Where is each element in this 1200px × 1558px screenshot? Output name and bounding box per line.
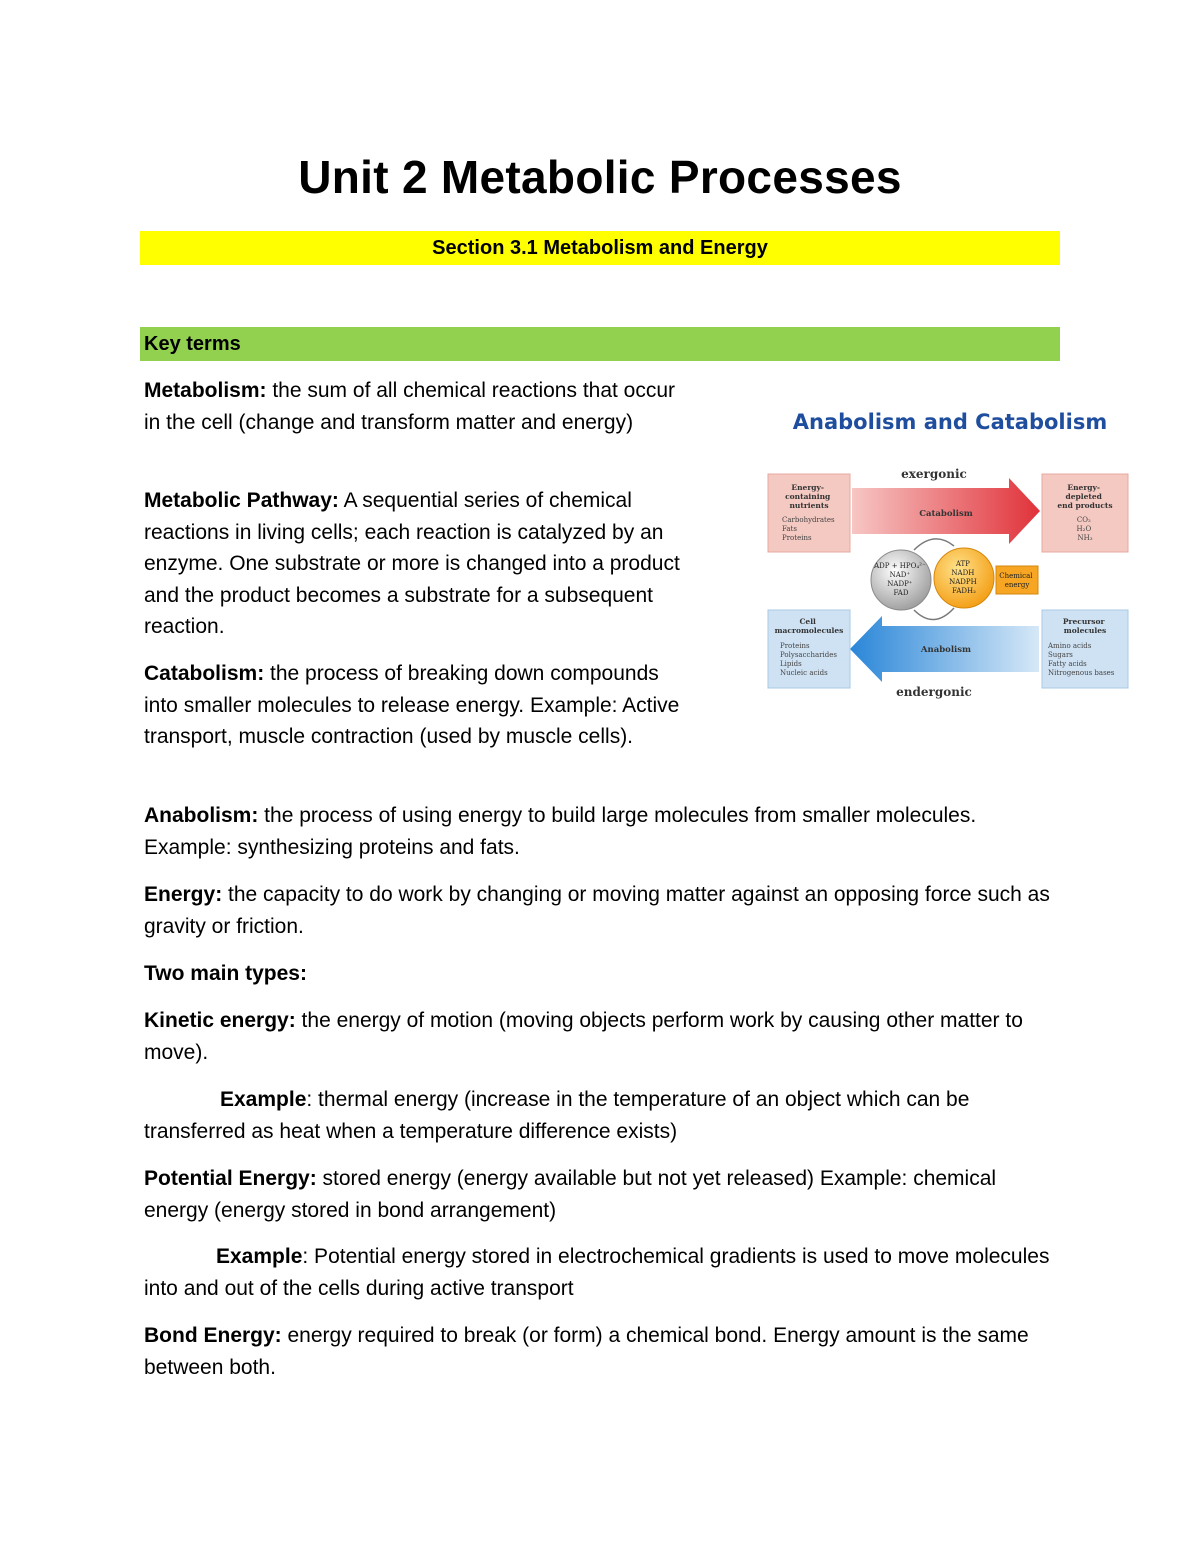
term-label: Example [216,1245,303,1268]
depleted-head-1: Energy- [1067,483,1100,492]
term-text: the energy of motion (moving objects perform work by causing other matter to move). [144,1009,1023,1064]
atp-line: FADH₂ [952,587,976,595]
kinetic-example [144,1084,1064,1147]
atp-line: NADH [951,569,975,577]
chem-energy-line: energy [1004,581,1030,589]
def-potential-energy [144,1163,1064,1226]
chemical-energy-box [996,566,1038,594]
diagram-figure [764,408,1136,708]
macromolecules-box [768,610,850,688]
adp-line: FAD [893,589,909,597]
depleted-head-2: depleted [1065,492,1102,501]
depleted-head-3: end products [1057,501,1113,510]
anabolism-arrow-label: Anabolism [920,645,972,655]
nutrients-head-2: containing [785,492,831,501]
term-text: stored energy (energy available but not yet released) Example: chemical energy (energy stored in bond arrangement) [144,1167,997,1222]
term-label: Example [220,1088,307,1111]
precursor-box [1042,610,1128,688]
precursor-head-1: Precursor [1062,617,1105,626]
precursor-item: Fatty acids [1048,660,1087,668]
precursor-item: Sugars [1048,651,1073,659]
def-metabolic-pathway [144,485,689,643]
svg-text:Energy- containing [785,483,833,510]
precursor-head-2: molecules [1063,626,1107,635]
catabolism-arrow-label: Catabolism [919,509,973,519]
cycle-arrow-top [914,539,954,550]
nutrients-item: Proteins [782,534,812,542]
term-label: Metabolism: [144,379,267,402]
adp-line: NAD⁺ [889,571,911,579]
precursor-item: Nitrogenous bases [1048,669,1115,677]
term-text: : Potential energy stored in electrochemical gradients is used to move molecules into and out of the cells during active transport [144,1245,1050,1300]
term-label: Energy: [144,883,223,906]
def-metabolism [144,375,689,438]
term-label: Kinetic energy: [144,1009,296,1032]
term-text: the sum of all chemical reactions that occur in the cell (change and transform matter and energy) [144,379,676,434]
atp-circle [934,548,994,608]
section-heading: Section 3.1 Metabolism and Energy [140,231,1060,265]
term-text: A sequential series of chemical reactions in living cells; each reaction is catalyzed by an enzyme. One substrate or more is changed into a product and the product becomes a substrate for a subsequent reaction. [144,489,680,638]
def-anabolism [144,800,1064,863]
svg-text:Precursor molecules [1063,617,1107,635]
page-title: Unit 2 Metabolic Processes [298,151,902,203]
term-label: Potential Energy: [144,1167,317,1190]
precursor-item: Amino acids [1048,642,1092,650]
def-energy [144,879,1064,942]
term-text: : thermal energy (increase in the temperature of an object which can be transferred as heat when a temperature difference exists) [144,1088,970,1143]
anabolism-catabolism-diagram [764,408,1136,708]
svg-text:CO₂ H₂O NH [1077,516,1094,542]
macro-item: Lipids [780,660,802,668]
chem-energy-line: Chemical [999,572,1033,580]
def-catabolism [144,658,689,753]
nutrients-head-1: Energy- [791,483,824,492]
term-label: Anabolism: [144,804,259,827]
macro-item: Proteins [780,642,810,650]
macro-head-1: Cell [799,617,816,626]
key-terms-heading: Key terms [140,327,1060,361]
potential-example [144,1241,1064,1304]
adp-line: ADP + HPO₄²⁻ [874,562,926,570]
exergonic-label: exergonic [901,467,967,481]
term-text: energy required to break (or form) a chemical bond. Energy amount is the same between both. [144,1324,1029,1379]
diagram-title: Anabolism and Catabolism [792,410,1108,434]
term-text: the process of using energy to build large molecules from smaller molecules. Example: synthesizing proteins and fats. [144,804,977,859]
two-main-types [144,958,1064,990]
term-label: Bond Energy: [144,1324,282,1347]
macro-item: Polysaccharides [780,651,837,659]
macro-head-2: macromolecules [774,626,844,635]
end-products-box [1042,474,1128,552]
endergonic-label: endergonic [896,685,972,699]
atp-line: NADPH [949,578,977,586]
term-text: the capacity to do work by changing or moving matter against an opposing force such as gravity or friction. [144,883,1050,938]
term-label: Metabolic Pathway: [144,489,339,512]
nutrients-item: Carbohydrates [782,516,835,524]
macro-item: Nucleic acids [780,669,828,677]
nutrients-head-3: nutrients [789,501,829,510]
term-text: the process of breaking down compounds into smaller molecules to release energy. Example: Active transport, muscle contraction (used by muscle cells). [144,662,680,748]
depleted-item: CO₂ [1076,516,1091,524]
atp-line: ATP [955,560,970,568]
term-label: Two main types: [144,962,307,985]
def-bond-energy [144,1320,1064,1383]
depleted-item: NH₃ [1077,534,1093,542]
cycle-arrow-bottom [914,608,954,620]
adp-circle [871,550,931,610]
adp-line: NADP⁺ [887,580,913,588]
term-label: Catabolism: [144,662,265,685]
depleted-item: H₂O [1076,525,1092,533]
nutrients-box [768,474,850,552]
def-kinetic-energy [144,1005,1064,1068]
nutrients-item: Fats [782,525,797,533]
